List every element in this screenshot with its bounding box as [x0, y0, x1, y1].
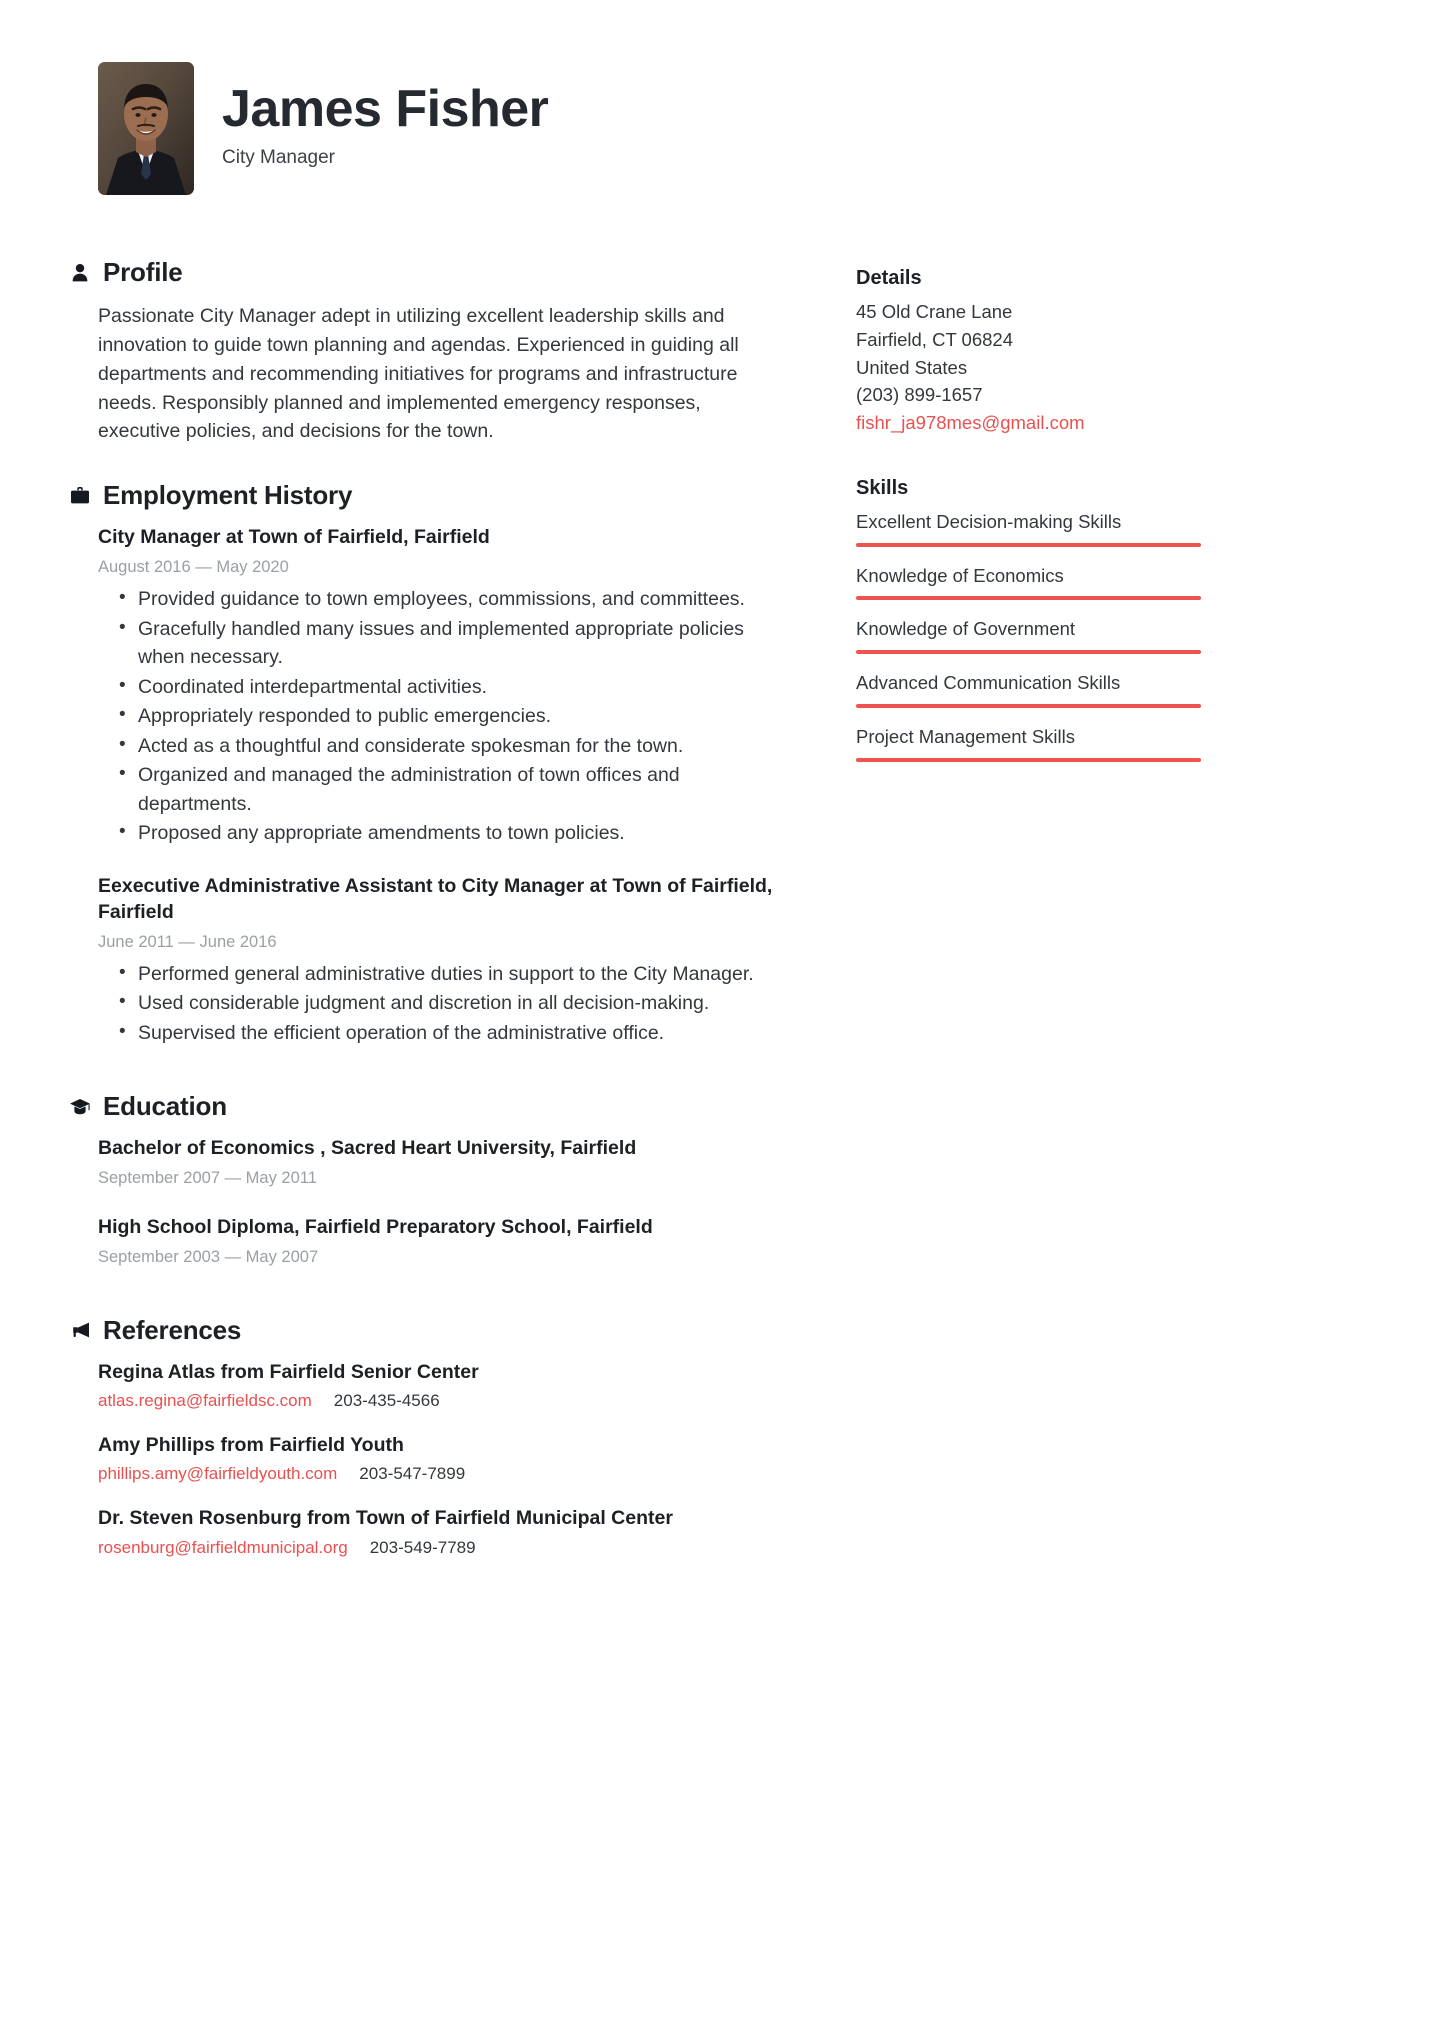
skill-label: Project Management Skills [856, 725, 1076, 747]
skill-level-bar [856, 543, 1201, 547]
section-header-references [70, 1315, 788, 1346]
skills-title: Skills [856, 476, 909, 499]
section-title-employment: Employment History [103, 480, 353, 511]
section-profile [98, 257, 788, 446]
education-entry [98, 1215, 788, 1268]
page-title: James Fisher [222, 80, 549, 139]
skills-block [856, 477, 1201, 762]
employment-entry-title: City Manager at Town of Fairfield, Fairfield [98, 526, 490, 549]
reference-phone: 203-435-4566 [333, 1390, 440, 1410]
education-entry-title: Bachelor of Economics , Sacred Heart University, Fairfield [98, 1137, 637, 1160]
employment-entry-date: June 2011 — June 2016 [98, 932, 277, 951]
details-block [856, 267, 1201, 437]
section-title-references: References [103, 1314, 242, 1345]
section-title-profile: Profile [103, 257, 183, 287]
list-item: • Gracefully handled many issues and implemented appropriate policies when necessary. [98, 615, 788, 672]
list-item: • Provided guidance to town employees, commissions, and committees. [98, 585, 788, 613]
details-email-link[interactable]: fishr_ja978mes@gmail.com [856, 412, 1085, 433]
reference-contact [98, 1391, 788, 1411]
skill-item [856, 723, 1201, 762]
reference-entry [98, 1360, 788, 1411]
job-title: City Manager [222, 146, 335, 168]
reference-contact [98, 1538, 788, 1558]
list-item: • Proposed any appropriate amendments to town policies. [98, 819, 788, 847]
resume-header [98, 62, 1350, 195]
details-title: Details [856, 267, 922, 289]
details-country-line: United States [856, 356, 968, 378]
section-header-education [70, 1091, 788, 1122]
skill-item [856, 562, 1201, 601]
section-education [98, 1091, 788, 1268]
reference-email[interactable]: atlas.regina@fairfieldsc.com [98, 1390, 312, 1410]
list-item: • Coordinated interdepartmental activities. [98, 673, 788, 701]
skill-label: Advanced Communication Skills [856, 672, 1121, 693]
education-entry [98, 1136, 788, 1189]
section-header-employment [70, 480, 788, 511]
skill-level-bar [856, 704, 1201, 708]
main-column [98, 257, 788, 1592]
skill-level-bar [856, 596, 1201, 600]
skill-label: Knowledge of Government [856, 618, 1076, 640]
body-columns [98, 257, 1350, 1592]
header-text [222, 82, 548, 174]
education-entry-date: September 2003 — May 2007 [98, 1248, 319, 1267]
reference-email[interactable]: phillips.amy@fairfieldyouth.com [98, 1464, 338, 1484]
profile-text: Passionate City Manager adept in utilizing excellent leadership skills and innovation to guide town planning and agendas. Experienced in guiding all departments and recommending initiatives for programs and infrastructure needs. Responsibly planned and implemented emergency responses, executive policies, and decisions for the town. [98, 305, 739, 443]
list-item: • Appropriately responded to public emergencies. [98, 702, 788, 730]
reference-entry [98, 1433, 788, 1484]
skill-item [856, 508, 1201, 547]
list-item: • Performed general administrative duties in support to the City Manager. [98, 960, 788, 988]
reference-name: Regina Atlas from Fairfield Senior Center [98, 1360, 479, 1383]
list-item: • Organized and managed the administration of town offices and departments. [98, 761, 788, 818]
skill-label: Excellent Decision-making Skills [856, 510, 1122, 532]
reference-phone: 203-549-7789 [369, 1537, 476, 1557]
reference-phone: 203-547-7899 [359, 1464, 466, 1484]
graduation-cap-icon [70, 1096, 90, 1118]
details-address-line: 45 Old Crane Lane [856, 301, 1013, 322]
education-entry-date: September 2007 — May 2011 [98, 1169, 317, 1188]
avatar [98, 62, 194, 195]
employment-entry [98, 525, 788, 847]
section-header-profile [70, 257, 788, 288]
list-item: • Used considerable judgment and discretion in all decision-making. [98, 989, 788, 1017]
person-icon [70, 262, 90, 284]
skill-level-bar [856, 650, 1201, 654]
reference-email[interactable]: rosenburg@fairfieldmunicipal.org [98, 1537, 348, 1557]
section-title-education: Education [103, 1091, 227, 1122]
education-entry-title: High School Diploma, Fairfield Preparatory School, Fairfield [98, 1216, 653, 1239]
employment-entry-title: Eexecutive Administrative Assistant to City Manager at Town of Fairfield, Fairfield [98, 874, 773, 923]
section-employment [98, 480, 788, 1047]
reference-contact [98, 1464, 788, 1484]
megaphone-icon [70, 1319, 90, 1341]
employment-entry-date: August 2016 — May 2020 [98, 558, 289, 577]
list-item: • Supervised the efficient operation of the administrative office. [98, 1019, 788, 1047]
details-phone-line: (203) 899-1657 [856, 384, 983, 406]
skill-item [856, 615, 1201, 654]
employment-entry-bullets [98, 585, 788, 847]
employment-entry-bullets [98, 960, 788, 1047]
section-references [98, 1315, 788, 1558]
list-item: • Acted as a thoughtful and considerate spokesman for the town. [98, 732, 788, 760]
reference-name: Dr. Steven Rosenburg from Town of Fairfield Municipal Center [98, 1507, 673, 1530]
side-column [856, 257, 1201, 802]
skill-level-bar [856, 758, 1201, 762]
skill-label: Knowledge of Economics [856, 564, 1064, 586]
reference-name: Amy Phillips from Fairfield Youth [98, 1433, 404, 1456]
details-city-line: Fairfield, CT 06824 [856, 328, 1013, 350]
employment-entry [98, 874, 788, 1048]
skill-item [856, 669, 1201, 708]
reference-entry [98, 1506, 788, 1557]
briefcase-icon [70, 485, 90, 507]
